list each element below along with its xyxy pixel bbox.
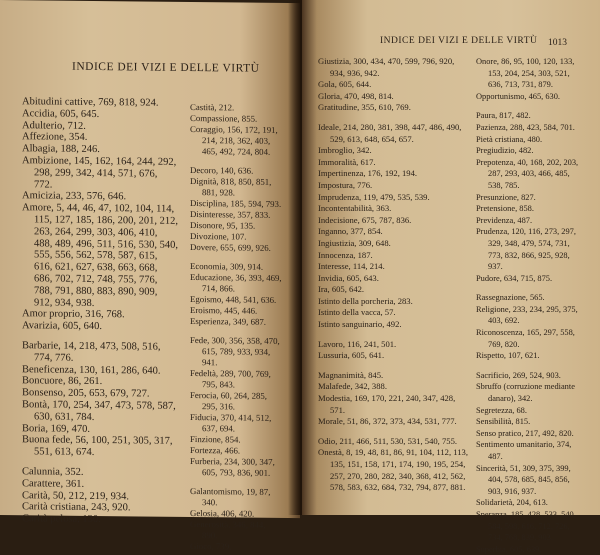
index-entry: Buona fede, 56, 100, 251, 305, 317, 551, 613, 674.	[22, 434, 173, 459]
index-entry: Onestà, 8, 19, 48, 81, 86, 91, 104, 112, 113, 135, 151, 158, 171, 174, 190, 195, 254, 257, 270, 280, 282, 340, 368, 412, 562, 578, 583, 632, 684, 732, 794, 877, 881.	[318, 447, 468, 493]
index-entry: Istinto sanguinario, 492.	[318, 319, 402, 330]
section-gap	[318, 428, 468, 436]
index-entry: Fiducia, 370, 414, 512, 637, 694.	[190, 411, 272, 434]
index-entry: Rassegnazione, 565.	[476, 293, 545, 303]
index-entry: Morale, 51, 86, 372, 373, 434, 531, 777.	[318, 416, 457, 427]
page-number: 1013	[548, 38, 567, 48]
index-entry: Prudenza, 120, 116, 273, 297, 329, 348, 479, 574, 731, 773, 832, 866, 925, 928, 937.	[476, 227, 576, 272]
index-entry: Previdenza, 487.	[476, 215, 533, 225]
index-entry: Speranza, 185, 428, 533, 540, 584, 598, 616, 712, 726, 734, 768, 839, 903.	[476, 509, 576, 543]
index-entry: Pregiudizio, 482.	[476, 146, 534, 156]
section-gap	[318, 331, 468, 339]
index-entry: Lussuria, 605, 641.	[318, 350, 385, 361]
left-index-column-1	[22, 96, 178, 527]
index-entry: Abitudini cattive, 769, 818, 924.	[22, 96, 159, 109]
index-entry: Pretensione, 858.	[476, 204, 534, 214]
index-entry: Disinteresse, 357, 833.	[190, 208, 271, 220]
index-entry: Fedeltà, 289, 700, 769, 795, 843.	[190, 367, 271, 390]
index-entry: Istinto della vacca, 57.	[318, 307, 396, 318]
index-entry: Impertinenza, 176, 192, 194.	[318, 168, 418, 179]
index-entry: Prepotenza, 40, 168, 202, 203, 287, 293, 403, 466, 485, 538, 785.	[476, 157, 579, 190]
index-entry: Inganno, 377, 854.	[318, 226, 383, 237]
index-entry: Invidia, 605, 643.	[318, 272, 379, 283]
index-entry: Decoro, 140, 636.	[190, 164, 254, 176]
section-gap	[318, 114, 468, 122]
index-entry: Onore, 86, 95, 100, 120, 133, 153, 204, 254, 303, 521, 636, 713, 731, 879.	[476, 57, 575, 90]
index-entry: Disciplina, 185, 594, 793.	[190, 197, 282, 209]
index-entry: Pudore, 634, 715, 875.	[476, 273, 553, 283]
index-entry: Opportunismo, 465, 630.	[476, 91, 560, 101]
index-entry: Fortezza, 466.	[190, 444, 241, 456]
index-entry: Sentimento umanitario, 374, 487.	[476, 440, 572, 461]
index-entry: Bonsenso, 205, 653, 679, 727.	[22, 387, 150, 400]
index-entry: Compassione, 855.	[190, 112, 258, 124]
index-entry: Generosità, 346, 844, 890.	[190, 518, 266, 541]
index-entry: Carità, 50, 212, 219, 934.	[22, 489, 130, 502]
section-gap	[476, 362, 586, 370]
index-entry: Adulterio, 712.	[22, 119, 86, 132]
index-entry: Beneficenza, 130, 161, 286, 640.	[22, 363, 161, 377]
right-index-column-1	[318, 56, 468, 494]
index-entry: Pazienza, 288, 423, 584, 701.	[476, 122, 575, 132]
index-entry: Ambizione, 145, 162, 164, 244, 292, 298, 299, 342, 414, 571, 676, 772.	[22, 155, 177, 191]
index-entry: Incontentabilità, 363.	[318, 203, 392, 214]
right-page-heading: INDICE DEI VIZI E DELLE VIRTÙ	[380, 36, 538, 46]
right-index-column-2	[476, 56, 586, 555]
index-entry: Indecisione, 675, 787, 836.	[318, 214, 412, 225]
index-entry: Riconoscenza, 165, 297, 558, 769, 820.	[476, 328, 575, 349]
index-entry: Bontà, 170, 254, 347, 473, 578, 587, 630, 631, 784.	[22, 399, 176, 423]
index-entry: Gelosia, 406, 420.	[190, 507, 255, 519]
index-entry: Impostura, 776.	[318, 179, 373, 190]
index-entry: Ferocia, 60, 264, 285, 295, 316.	[190, 389, 267, 412]
index-entry: Amicizia, 233, 576, 646.	[22, 190, 127, 203]
index-entry: Sensibilità, 815.	[476, 417, 531, 427]
index-entry: Segretezza, 68.	[476, 405, 527, 415]
index-entry: Disonore, 95, 135.	[190, 219, 256, 231]
index-entry: Imbroglio, 342.	[318, 145, 372, 156]
index-entry: Sincerità, 51, 309, 375, 399, 404, 578, 685, 845, 856, 903, 916, 937.	[476, 463, 571, 496]
index-entry: Carità pelosa, 130.	[22, 513, 101, 526]
index-entry: Fede, 300, 356, 358, 470, 615, 789, 933, 934, 941.	[190, 334, 280, 368]
index-entry: Pietà cristiana, 480.	[476, 134, 543, 144]
index-entry: Dovere, 655, 699, 926.	[190, 241, 271, 253]
index-entry: Religione, 233, 234, 295, 375, 403, 692.	[476, 304, 578, 326]
index-entry: Carattere, 361.	[22, 477, 85, 490]
index-entry: Gioco, 739.	[190, 540, 232, 552]
section-gap	[476, 284, 586, 292]
index-entry: Esperienza, 349, 687.	[190, 315, 266, 327]
section-gap	[476, 102, 586, 110]
index-entry: Presunzione, 827.	[476, 192, 536, 202]
index-entry: Sbruffo (corruzione mediante danaro), 342.	[476, 382, 575, 404]
index-entry: Solidarietà, 204, 613.	[476, 498, 548, 508]
index-entry: Giustizia, 300, 434, 470, 599, 796, 920, 934, 936, 942.	[318, 56, 455, 78]
index-entry: Barbarie, 14, 218, 473, 508, 516, 774, 776.	[22, 340, 161, 364]
index-entry: Interesse, 114, 214.	[318, 261, 385, 272]
index-entry: Ideale, 214, 280, 381, 398, 447, 486, 490, 529, 613, 648, 654, 657.	[318, 121, 462, 144]
index-entry: Innocenza, 187.	[318, 249, 373, 260]
index-entry: Istinto della porcheria, 283.	[318, 295, 413, 306]
index-entry: Egoismo, 448, 541, 636.	[190, 293, 277, 305]
index-entry: Modestia, 169, 170, 221, 240, 347, 428, 571.	[318, 393, 456, 415]
index-entry: Rispetto, 107, 621.	[476, 351, 540, 361]
index-entry: Accidia, 605, 645.	[22, 108, 100, 120]
index-entry: Ingiustizia, 309, 648.	[318, 237, 391, 248]
index-entry: Senso pratico, 217, 492, 820.	[476, 428, 574, 438]
index-entry: Imprudenza, 119, 479, 535, 539.	[318, 191, 430, 202]
index-entry: Superbia, 605, 639.	[476, 544, 542, 554]
section-gap	[318, 362, 468, 370]
index-entry: Boria, 169, 470.	[22, 422, 90, 435]
index-entry: Economia, 309, 914.	[190, 260, 264, 272]
index-entry: Dignità, 818, 850, 851, 881, 928.	[190, 175, 272, 198]
index-entry: Odio, 211, 466, 511, 530, 531, 540, 755.	[318, 435, 458, 446]
index-entry: Carità cristiana, 243, 920.	[22, 501, 131, 514]
index-entry: Boncuore, 86, 261.	[22, 375, 103, 388]
index-entry: Sacrificio, 269, 524, 903.	[476, 370, 561, 380]
index-entry: Gratitudine, 355, 610, 769.	[318, 102, 411, 113]
index-entry: Gola, 605, 644.	[318, 79, 372, 90]
index-entry: Affezione, 354.	[22, 131, 88, 144]
index-entry: Castità, 212.	[190, 101, 235, 113]
index-entry: Albagia, 188, 246.	[22, 143, 100, 156]
index-entry: Lavoro, 116, 241, 501.	[318, 338, 397, 349]
index-entry: Paura, 817, 482.	[476, 111, 531, 121]
index-entry: Divozione, 107.	[190, 230, 247, 242]
index-entry: Educazione, 36, 393, 469, 714, 866.	[190, 271, 282, 294]
index-entry: Ira, 605, 642.	[318, 284, 365, 295]
left-index-column-2	[190, 102, 282, 553]
index-entry: Gloria, 470, 498, 814.	[318, 90, 394, 101]
index-entry: Amore, 5, 44, 46, 47, 102, 104, 114, 115, 127, 185, 186, 200, 201, 212, 263, 264, 299, 303, 406, 410, 488, 489, 496, 511, 516, 530, 540, 555, 556, 562, 578, 587, 615, 616, 621, 627, 638, 663, 668, 686, 702, 712, 748, 755, 776, 788, 791, 880, 883, 890, 909, 912, 934, 938.	[22, 202, 178, 309]
index-entry: Calunnia, 352.	[22, 466, 84, 478]
index-entry: Magnanimità, 845.	[318, 369, 384, 380]
index-entry: Furberia, 234, 300, 347, 605, 793, 836, 901.	[190, 455, 275, 478]
index-entry: Eroismo, 445, 446.	[190, 304, 258, 316]
index-entry: Malafede, 342, 388.	[318, 381, 387, 392]
left-page	[0, 0, 300, 552]
index-entry: Avarizia, 605, 640.	[22, 320, 102, 333]
index-entry: Finzione, 854.	[190, 433, 241, 445]
index-entry: Coraggio, 156, 172, 191, 214, 218, 362, 403, 465, 492, 724, 804.	[190, 123, 278, 157]
index-entry: Amor proprio, 316, 768.	[22, 308, 125, 321]
left-page-heading: INDICE DEI VIZI E DELLE VIRTÙ	[72, 60, 260, 75]
index-entry: Galantomismo, 19, 87, 340.	[190, 485, 271, 508]
index-entry: Immoralità, 617.	[318, 156, 376, 167]
